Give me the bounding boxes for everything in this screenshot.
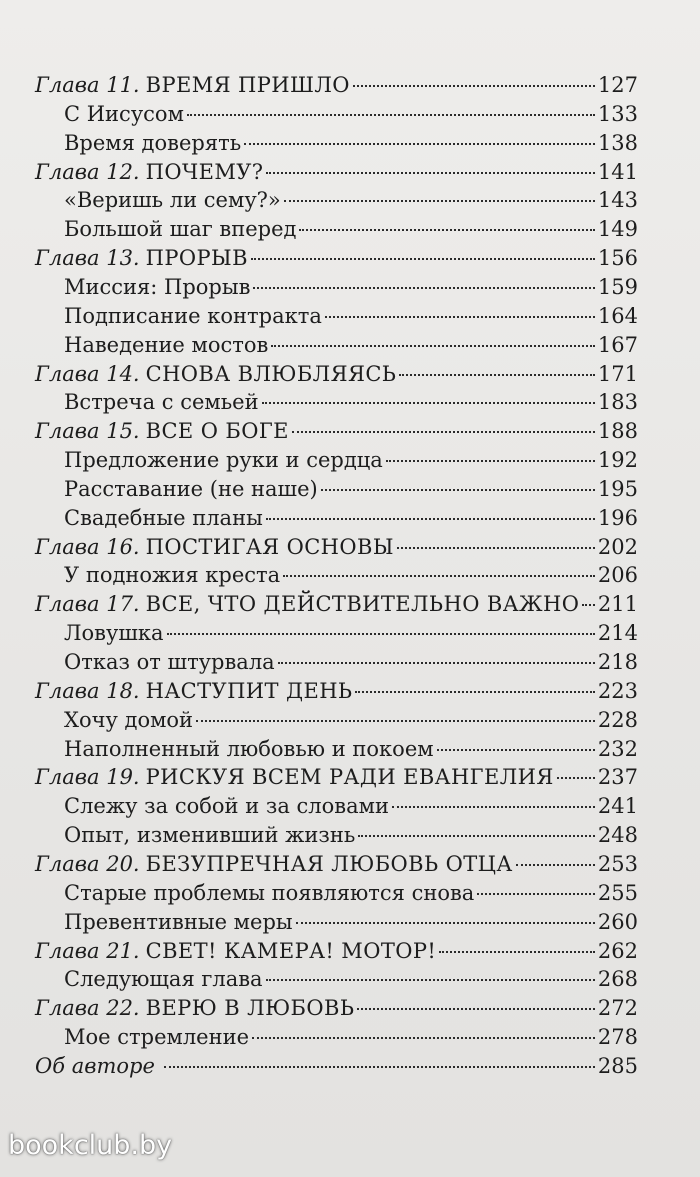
toc-entry-label: Глава 12. (35, 159, 140, 184)
toc-subentry (64, 447, 638, 473)
toc-entry-title: Следующая глава (64, 967, 263, 992)
toc-page-number: 232 (597, 736, 638, 761)
watermark: bookclub.by (8, 1130, 173, 1161)
toc-page-number: 253 (597, 851, 638, 876)
toc-subentry (64, 187, 638, 213)
toc-entry-title: Подписание контракта (64, 303, 322, 328)
dot-leader (439, 951, 595, 953)
toc-entry-title: Встреча с семьей (64, 390, 259, 415)
toc-subentry (64, 1024, 638, 1050)
toc-subentry (64, 562, 638, 588)
toc-entry-label: Глава 16. (35, 534, 140, 559)
dot-leader (355, 691, 594, 693)
toc-subentry (64, 620, 638, 646)
dot-leader (284, 200, 595, 202)
toc-subentry (64, 389, 638, 415)
toc-entry-label: Глава 18. (35, 678, 140, 703)
dot-leader (557, 777, 595, 779)
dot-leader (253, 287, 595, 289)
toc-chapter-entry (35, 938, 638, 964)
toc-entry-title: Большой шаг вперед (64, 217, 297, 242)
toc-subentry (64, 909, 638, 935)
toc-entry-title: Свадебные планы (64, 505, 263, 530)
toc-page-number: 211 (597, 592, 638, 617)
toc-entry-title: ПОСТИГАЯ ОСНОВЫ (145, 534, 394, 559)
toc-subentry (64, 793, 638, 819)
toc-page-number: 159 (597, 274, 638, 299)
toc-entry-title: Превентивные меры (64, 909, 293, 934)
dot-leader (437, 749, 595, 751)
dot-leader (266, 979, 595, 981)
toc-page-number: 278 (597, 1025, 638, 1050)
toc-chapter-entry (35, 418, 638, 444)
dot-leader (399, 374, 595, 376)
toc-subentry (64, 130, 638, 156)
toc-page-number: 206 (597, 563, 638, 588)
toc-page-number: 237 (597, 765, 638, 790)
toc-subentry (64, 707, 638, 733)
toc-entry-label: Глава 19. (35, 765, 140, 790)
toc-entry-title: НАСТУПИТ ДЕНЬ (145, 678, 353, 703)
dot-leader (244, 143, 595, 145)
toc-entry-title: Отказ от штурвала (64, 650, 275, 674)
toc-page-number: 214 (597, 621, 638, 646)
toc-entry-title: С Иисусом (64, 101, 184, 126)
toc-page-number: 262 (597, 938, 638, 963)
toc-page-number: 196 (597, 505, 638, 530)
toc-page-number: 223 (597, 678, 638, 703)
toc-entry-title: ВРЕМЯ ПРИШЛО (145, 73, 350, 97)
dot-leader (325, 316, 595, 318)
toc-subentry (64, 966, 638, 992)
toc-subentry (64, 822, 638, 848)
toc-entry-title: РИСКУЯ ВСЕМ РАДИ ЕВАНГЕЛИЯ (145, 765, 554, 790)
toc-page-number: 255 (597, 880, 638, 905)
toc-page-number: 164 (597, 303, 638, 328)
toc-page-number: 272 (597, 996, 638, 1021)
toc-page-number: 195 (597, 476, 638, 501)
toc-chapter-entry (35, 851, 638, 877)
toc-page-number: 143 (597, 188, 638, 213)
toc-entry-title: Хочу домой (64, 707, 194, 732)
dot-leader (266, 518, 595, 520)
dot-leader (196, 720, 595, 722)
dot-leader (251, 258, 595, 260)
toc-entry-label: Глава 11. (35, 73, 140, 97)
toc-chapter-entry (35, 159, 638, 185)
toc-about-entry (35, 1053, 638, 1079)
toc-subentry (64, 649, 638, 675)
dot-leader (516, 864, 595, 866)
toc-entry-label: Глава 22. (35, 996, 140, 1021)
toc-subentry (64, 736, 638, 762)
toc-entry-label: Глава 20. (35, 851, 140, 876)
toc-entry-label: Глава 15. (35, 419, 140, 444)
toc-chapter-entry (35, 245, 638, 271)
toc-page-number: 141 (597, 159, 638, 184)
toc-page-number: 228 (597, 707, 638, 732)
dot-leader (266, 172, 594, 174)
toc-page-number: 268 (597, 967, 638, 992)
toc-entry-title: Время доверять (64, 130, 242, 155)
dot-leader (321, 489, 595, 491)
toc-subentry (64, 505, 638, 531)
toc-page-number: 260 (597, 909, 638, 934)
toc-subentry (64, 880, 638, 906)
toc-page-number: 218 (597, 650, 638, 674)
dot-leader (167, 633, 595, 635)
toc-entry-title: Ловушка (64, 621, 164, 646)
toc-entry-title: Предложение руки и сердца (64, 448, 383, 473)
toc-entry-title: ПРОРЫВ (145, 246, 248, 271)
toc-chapter-entry (35, 534, 638, 560)
dot-leader (299, 229, 594, 231)
toc-page-number: 156 (597, 246, 638, 271)
toc-chapter-entry (35, 591, 638, 617)
toc-entry-label: Глава 14. (35, 361, 140, 386)
dot-leader (164, 1066, 595, 1068)
toc-page-number: 248 (597, 823, 638, 848)
toc-chapter-entry (35, 764, 638, 790)
toc-subentry (64, 274, 638, 300)
toc-subentry (64, 216, 638, 242)
toc-page-number: 285 (597, 1053, 638, 1078)
dot-leader (477, 893, 595, 895)
toc-entry-title: У подножия креста (64, 563, 281, 588)
toc-entry-title: Старые проблемы появляются снова (64, 880, 475, 905)
toc-page-number: 183 (597, 390, 638, 415)
dot-leader (271, 345, 595, 347)
toc-entry-label: Об авторе (35, 1053, 155, 1078)
dot-leader (283, 575, 595, 577)
toc-entry-title: БЕЗУПРЕЧНАЯ ЛЮБОВЬ ОТЦА (145, 851, 513, 876)
toc-entry-title: Наполненный любовью и покоем (64, 736, 434, 761)
dot-leader (392, 806, 595, 808)
toc-chapter-entry (35, 678, 638, 704)
toc-entry-title: Миссия: Прорыв (64, 274, 251, 299)
dot-leader (386, 460, 595, 462)
dot-leader (262, 402, 595, 404)
toc-entry-title: ВСЕ О БОГЕ (145, 419, 289, 444)
toc-entry-title: Опыт, изменивший жизнь (64, 823, 356, 848)
toc-chapter-entry (35, 995, 638, 1021)
dot-leader (357, 1008, 595, 1010)
toc-subentry (64, 101, 638, 127)
dot-leader (278, 662, 595, 664)
toc-entry-title: СНОВА ВЛЮБЛЯЯСЬ (145, 361, 397, 386)
toc-chapter-entry (35, 72, 638, 98)
dot-leader (252, 1037, 595, 1039)
dot-leader (358, 835, 595, 837)
toc-entry-title: СВЕТ! КАМЕРА! МОТОР! (145, 938, 437, 963)
toc-entry-label: Глава 17. (35, 592, 140, 617)
toc-page-number: 138 (597, 130, 638, 155)
dot-leader (353, 85, 595, 87)
dot-leader (397, 547, 595, 549)
toc-entry-title: Слежу за собой и за словами (64, 794, 389, 819)
toc-entry-label: Глава 13. (35, 246, 140, 271)
toc-entry-title: Расставание (не наше) (64, 476, 318, 501)
toc-page-number: 188 (597, 419, 638, 444)
toc-entry-title: ВСЕ, ЧТО ДЕЙСТВИТЕЛЬНО ВАЖНО (145, 592, 580, 617)
toc-page-number: 167 (597, 332, 638, 357)
toc-entry-title: ВЕРЮ В ЛЮБОВЬ (145, 996, 355, 1021)
dot-leader (296, 922, 595, 924)
toc-page-number: 171 (597, 361, 638, 386)
toc-chapter-entry (35, 361, 638, 387)
toc-page-number: 149 (597, 217, 638, 242)
toc-page-number: 192 (597, 448, 638, 473)
dot-leader (582, 604, 595, 606)
toc-subentry (64, 303, 638, 329)
toc-entry-title: Наведение мостов (64, 332, 269, 357)
toc-entry-label: Глава 21. (35, 938, 140, 963)
toc-entry-title: ПОЧЕМУ? (145, 159, 264, 184)
toc-entry-title: «Веришь ли сему?» (64, 188, 281, 213)
toc-page-number: 133 (597, 101, 638, 126)
dot-leader (187, 114, 595, 116)
toc-page-number: 202 (597, 534, 638, 559)
toc-subentry (64, 476, 638, 502)
dot-leader (292, 431, 595, 433)
toc-page-number: 241 (597, 794, 638, 819)
toc-page-number: 127 (597, 73, 638, 97)
toc-subentry (64, 332, 638, 358)
toc-entry-title: Мое стремление (64, 1025, 250, 1050)
